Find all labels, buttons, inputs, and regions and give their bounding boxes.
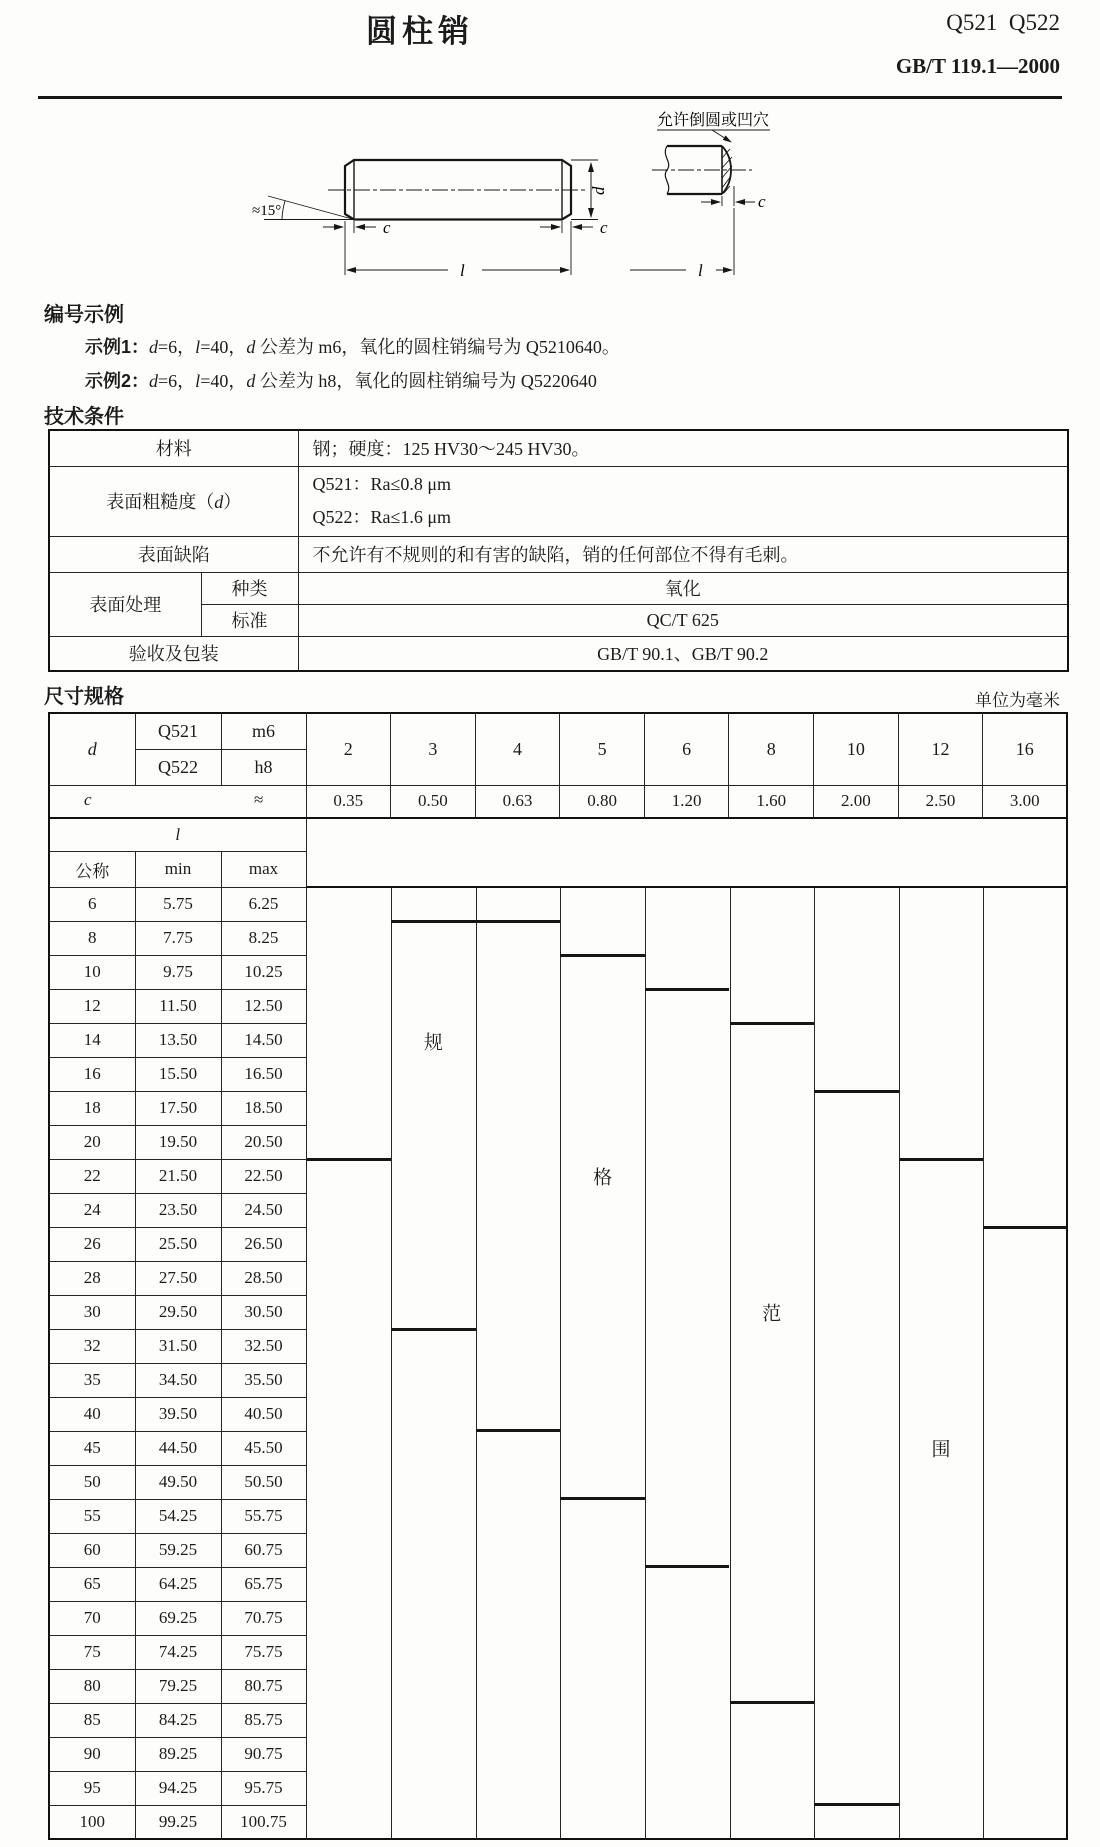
l-nominal: 100 (49, 1805, 135, 1839)
l-max: 12.50 (221, 989, 306, 1023)
diameter-header: 6 (644, 713, 729, 785)
l-min: 5.75 (135, 887, 221, 921)
dim-d-label: d (589, 186, 608, 195)
c-value: 0.80 (560, 785, 645, 818)
l-nominal: 50 (49, 1465, 135, 1499)
diameter-header: 10 (814, 713, 899, 785)
d-header: d (87, 738, 97, 759)
l-min: 74.25 (135, 1635, 221, 1669)
l-nominal: 24 (49, 1193, 135, 1227)
angle-label: ≈15° (252, 203, 282, 219)
tech-heading: 技术条件 (44, 406, 124, 428)
l-nominal: 14 (49, 1023, 135, 1057)
diameter-header: 3 (391, 713, 476, 785)
roughness-value (298, 466, 1068, 536)
numbering-heading: 编号示例 (44, 304, 124, 326)
column-divider (730, 888, 731, 1838)
treatment-label: 表面处理 (49, 572, 201, 636)
l-band-label (49, 818, 306, 851)
l-min: 94.25 (135, 1771, 221, 1805)
l-max: 6.25 (221, 887, 306, 921)
range-step-top (730, 1022, 815, 1025)
l-min: 54.25 (135, 1499, 221, 1533)
c-value: 2.00 (814, 785, 899, 818)
l-max: 14.50 (221, 1023, 306, 1057)
l-max: 18.50 (221, 1091, 306, 1125)
treatment-std-value: QC/T 625 (298, 604, 1068, 636)
l-min: 39.50 (135, 1397, 221, 1431)
l-max: 65.75 (221, 1567, 306, 1601)
l-nominal: 16 (49, 1057, 135, 1091)
l-nominal: 8 (49, 921, 135, 955)
range-step-top (983, 1226, 1066, 1229)
l-min: 15.50 (135, 1057, 221, 1091)
defect-label: 表面缺陷 (49, 536, 298, 572)
defect-value: 不允许有不规则的和有害的缺陷，销的任何部位不得有毛刺。 (298, 536, 1068, 572)
l-max: 95.75 (221, 1771, 306, 1805)
l-max: 28.50 (221, 1261, 306, 1295)
range-step-bottom (560, 1497, 645, 1500)
l-nominal: 85 (49, 1703, 135, 1737)
l-nominal: 40 (49, 1397, 135, 1431)
c-value: 1.60 (729, 785, 814, 818)
l-min: 25.50 (135, 1227, 221, 1261)
l-nominal: 6 (49, 887, 135, 921)
range-char: 围 (931, 1439, 951, 1461)
l-min: 9.75 (135, 955, 221, 989)
l-max: 40.50 (221, 1397, 306, 1431)
l-nominal: 95 (49, 1771, 135, 1805)
l-max: 70.75 (221, 1601, 306, 1635)
l-nominal-header: 公称 (49, 851, 135, 887)
l-min: 49.50 (135, 1465, 221, 1499)
l-max: 8.25 (221, 921, 306, 955)
note-leader (712, 130, 731, 142)
packing-value: GB/T 90.1、GB/T 90.2 (298, 636, 1068, 671)
l-max: 75.75 (221, 1635, 306, 1669)
c-value: 1.20 (644, 785, 729, 818)
l-min: 19.50 (135, 1125, 221, 1159)
length-row (49, 887, 1067, 921)
column-divider (983, 888, 984, 1838)
l-nominal: 32 (49, 1329, 135, 1363)
l-min: 34.50 (135, 1363, 221, 1397)
l-max: 60.75 (221, 1533, 306, 1567)
column-divider (899, 888, 900, 1838)
l-max: 20.50 (221, 1125, 306, 1159)
l-nominal: 30 (49, 1295, 135, 1329)
l-nominal: 60 (49, 1533, 135, 1567)
column-divider (560, 888, 561, 1838)
roughness-line2: Q522：Ra≤1.6 μm (312, 507, 452, 527)
l-min: 79.25 (135, 1669, 221, 1703)
l-max: 35.50 (221, 1363, 306, 1397)
c-value: 0.50 (391, 785, 476, 818)
l-max: 10.25 (221, 955, 306, 989)
dim-c-label: c (383, 218, 391, 237)
open-band (306, 818, 1067, 887)
l-nominal: 12 (49, 989, 135, 1023)
range-step-bottom (391, 1328, 476, 1331)
l-label: l (175, 824, 181, 844)
range-char: 格 (593, 1167, 613, 1189)
l-max: 85.75 (221, 1703, 306, 1737)
l-min: 11.50 (135, 989, 221, 1023)
column-divider (814, 888, 815, 1838)
l-min: 13.50 (135, 1023, 221, 1057)
tol-class-q522: Q522 (135, 749, 221, 785)
c-row-label (49, 785, 306, 818)
c-label: c (84, 789, 92, 809)
part-codes: Q521 Q522 (946, 10, 1060, 35)
diameter-header: 16 (983, 713, 1068, 785)
pin-end-view (630, 130, 770, 275)
l-nominal: 65 (49, 1567, 135, 1601)
l-max: 90.75 (221, 1737, 306, 1771)
column-divider (476, 888, 477, 1838)
l-max: 16.50 (221, 1057, 306, 1091)
l-nominal: 26 (49, 1227, 135, 1261)
pin-side-view (264, 160, 598, 275)
l-max: 55.75 (221, 1499, 306, 1533)
roughness-label: 表面粗糙度（d） (49, 466, 298, 536)
range-diagram (307, 888, 1067, 1838)
l-min: 27.50 (135, 1261, 221, 1295)
approx-sign: ≈ (254, 789, 264, 809)
tol-grade-m6: m6 (221, 713, 306, 749)
range-char: 范 (762, 1303, 782, 1325)
l-max: 22.50 (221, 1159, 306, 1193)
c-value: 0.35 (306, 785, 391, 818)
material-value: 钢；硬度：125 HV30～245 HV30。 (298, 430, 1068, 466)
l-nominal: 55 (49, 1499, 135, 1533)
treatment-std-label: 标准 (201, 604, 298, 636)
diameter-header: 2 (306, 713, 391, 785)
range-step-top (476, 920, 561, 923)
dim-c-label: c (758, 192, 766, 211)
rounding-note: 允许倒圆或凹穴 (657, 112, 770, 129)
tol-grade-h8: h8 (221, 749, 306, 785)
size-table (48, 712, 1068, 1840)
c-value: 3.00 (983, 785, 1068, 818)
l-max: 100.75 (221, 1805, 306, 1839)
header-rule (38, 96, 1062, 99)
l-min: 23.50 (135, 1193, 221, 1227)
l-max: 24.50 (221, 1193, 306, 1227)
l-nominal: 20 (49, 1125, 135, 1159)
l-min: 64.25 (135, 1567, 221, 1601)
l-min: 89.25 (135, 1737, 221, 1771)
roughness-line1: Q521：Ra≤0.8 μm (312, 474, 452, 494)
range-step-bottom (814, 1803, 899, 1806)
l-min: 59.25 (135, 1533, 221, 1567)
range-step-bottom (730, 1701, 815, 1704)
standard-code: GB/T 119.1—2000 (895, 54, 1060, 78)
l-nominal: 45 (49, 1431, 135, 1465)
packing-label: 验收及包装 (49, 636, 298, 671)
l-max: 26.50 (221, 1227, 306, 1261)
l-min: 29.50 (135, 1295, 221, 1329)
range-step-top (560, 954, 645, 957)
l-min: 31.50 (135, 1329, 221, 1363)
l-max: 45.50 (221, 1431, 306, 1465)
column-divider (391, 888, 392, 1838)
tech-conditions-table (48, 429, 1069, 672)
l-nominal: 75 (49, 1635, 135, 1669)
l-nominal: 28 (49, 1261, 135, 1295)
range-step-bottom (307, 1158, 392, 1161)
range-step-top (899, 1158, 984, 1161)
l-min-header: min (135, 851, 221, 887)
size-heading: 尺寸规格 (44, 686, 124, 708)
diameter-header: 12 (898, 713, 983, 785)
diameter-header: 4 (475, 713, 560, 785)
l-min: 7.75 (135, 921, 221, 955)
range-step-top (391, 920, 476, 923)
pin-technical-drawing (130, 103, 790, 288)
range-step-top (814, 1090, 899, 1093)
l-max: 80.75 (221, 1669, 306, 1703)
unit-note: 单位为毫米 (975, 691, 1060, 710)
l-nominal: 22 (49, 1159, 135, 1193)
l-nominal: 80 (49, 1669, 135, 1703)
range-step-top (645, 988, 730, 991)
kind-label: 种类 (201, 572, 298, 604)
diameter-header: 8 (729, 713, 814, 785)
range-step-bottom (645, 1565, 730, 1568)
dim-l-label: l (698, 261, 703, 280)
l-max: 50.50 (221, 1465, 306, 1499)
page-title: 圆柱销 (366, 14, 474, 49)
kind-value: 氧化 (298, 572, 1068, 604)
l-max-header: max (221, 851, 306, 887)
example-1: 示例1：d=6，l=40，d 公差为 m6，氧化的圆柱销编号为 Q5210640。 (85, 337, 620, 357)
l-min: 17.50 (135, 1091, 221, 1125)
dim-c-label: c (600, 218, 608, 237)
l-nominal: 18 (49, 1091, 135, 1125)
l-nominal: 10 (49, 955, 135, 989)
range-diagram-cell (306, 887, 1067, 1839)
l-max: 30.50 (221, 1295, 306, 1329)
l-nominal: 70 (49, 1601, 135, 1635)
l-max: 32.50 (221, 1329, 306, 1363)
tol-class-q521: Q521 (135, 713, 221, 749)
example-2: 示例2：d=6，l=40，d 公差为 h8，氧化的圆柱销编号为 Q5220640 (85, 371, 597, 391)
material-label: 材料 (49, 430, 298, 466)
range-step-bottom (476, 1429, 561, 1432)
dim-l-label: l (460, 261, 465, 280)
l-min: 69.25 (135, 1601, 221, 1635)
l-min: 44.50 (135, 1431, 221, 1465)
l-nominal: 35 (49, 1363, 135, 1397)
column-divider (645, 888, 646, 1838)
c-value: 0.63 (475, 785, 560, 818)
l-min: 99.25 (135, 1805, 221, 1839)
l-min: 84.25 (135, 1703, 221, 1737)
l-nominal: 90 (49, 1737, 135, 1771)
range-char: 规 (423, 1032, 443, 1054)
l-min: 21.50 (135, 1159, 221, 1193)
diameter-header: 5 (560, 713, 645, 785)
c-value: 2.50 (898, 785, 983, 818)
